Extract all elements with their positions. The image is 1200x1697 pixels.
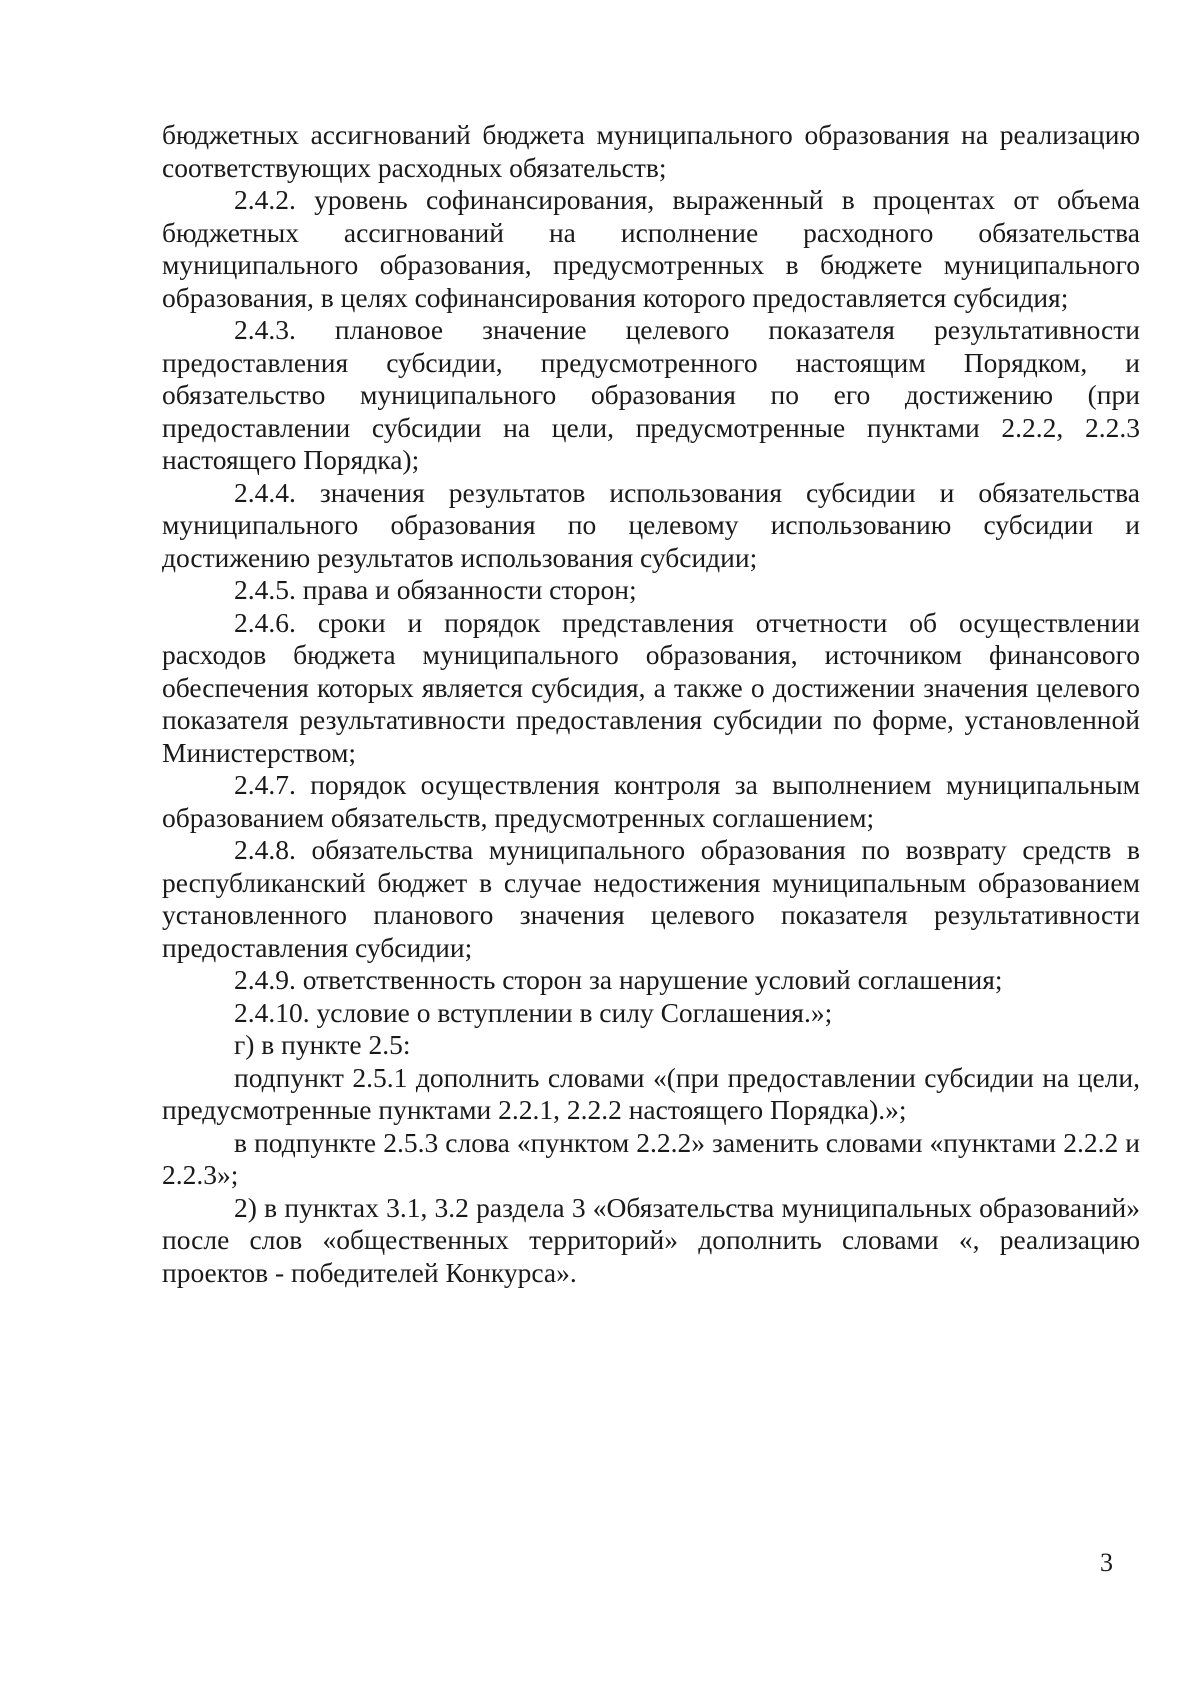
page-number: 3 <box>1100 1548 1113 1577</box>
paragraph-2-4-7: 2.4.7. порядок осуществления контроля за выполнением муниципальным образованием обязательств, предусмотренных соглашением; <box>162 769 1140 833</box>
paragraph-2-4-9: 2.4.9. ответственность сторон за нарушение условий соглашения; <box>234 964 1003 995</box>
paragraph-2-4-3: 2.4.3. плановое значение целевого показателя результативности предоставления субсидии, предусмотренного настоящим Порядком, и обязательство муниципального образования по его достижению (при предоставлении субсидии на цели, предусмотренные пунктами 2.2.2, 2.2.3 настоящего Порядка); <box>162 314 1140 475</box>
paragraph-subpoint-2-5-1: подпункт 2.5.1 дополнить словами «(при предоставлении субсидии на цели, предусмотренные пунктами 2.2.1, 2.2.2 настоящего Порядка).»; <box>162 1061 1140 1125</box>
document-body <box>162 119 1140 1289</box>
paragraph-subpoint-2-5-3: в подпункте 2.5.3 слова «пунктом 2.2.2» заменить словами «пунктами 2.2.2 и 2.2.3»; <box>162 1126 1140 1190</box>
paragraph-point-2-5: г) в пункте 2.5: <box>234 1029 411 1060</box>
paragraph-item-2: 2) в пунктах 3.1, 3.2 раздела 3 «Обязательства муниципальных образований» после слов «общественных территорий» дополнить словами «, реализацию проектов - победителей Конкурса». <box>162 1191 1140 1288</box>
paragraph-2-4-8: 2.4.8. обязательства муниципального образования по возврату средств в республиканский бюджет в случае недостижения муниципальным образованием установленного планового значения целевого показателя результативности предоставления субсидии; <box>162 834 1140 963</box>
paragraph-2-4-5: 2.4.5. права и обязанности сторон; <box>234 574 637 605</box>
paragraph-continuation: бюджетных ассигнований бюджета муниципального образования на реализацию соответствующих расходных обязательств; <box>162 119 1140 183</box>
paragraph-2-4-4: 2.4.4. значения результатов использования субсидии и обязательства муниципального образования по целевому использованию субсидии и достижению результатов использования субсидии; <box>162 476 1140 573</box>
paragraph-2-4-10: 2.4.10. условие о вступлении в силу Соглашения.»; <box>234 996 833 1028</box>
paragraph-2-4-2: 2.4.2. уровень софинансирования, выраженный в процентах от объема бюджетных ассигнований на исполнение расходного обязательства муниципального образования, предусмотренных в бюджете муниципального образования, в целях софинансирования которого предоставляется субсидия; <box>162 184 1140 313</box>
paragraph-2-4-6: 2.4.6. сроки и порядок представления отчетности об осуществлении расходов бюджета муниципального образования, источником финансового обеспечения которых является субсидия, а также о достижении значения целевого показателя результативности предоставления субсидии по форме, установленной Министерством; <box>162 606 1140 768</box>
